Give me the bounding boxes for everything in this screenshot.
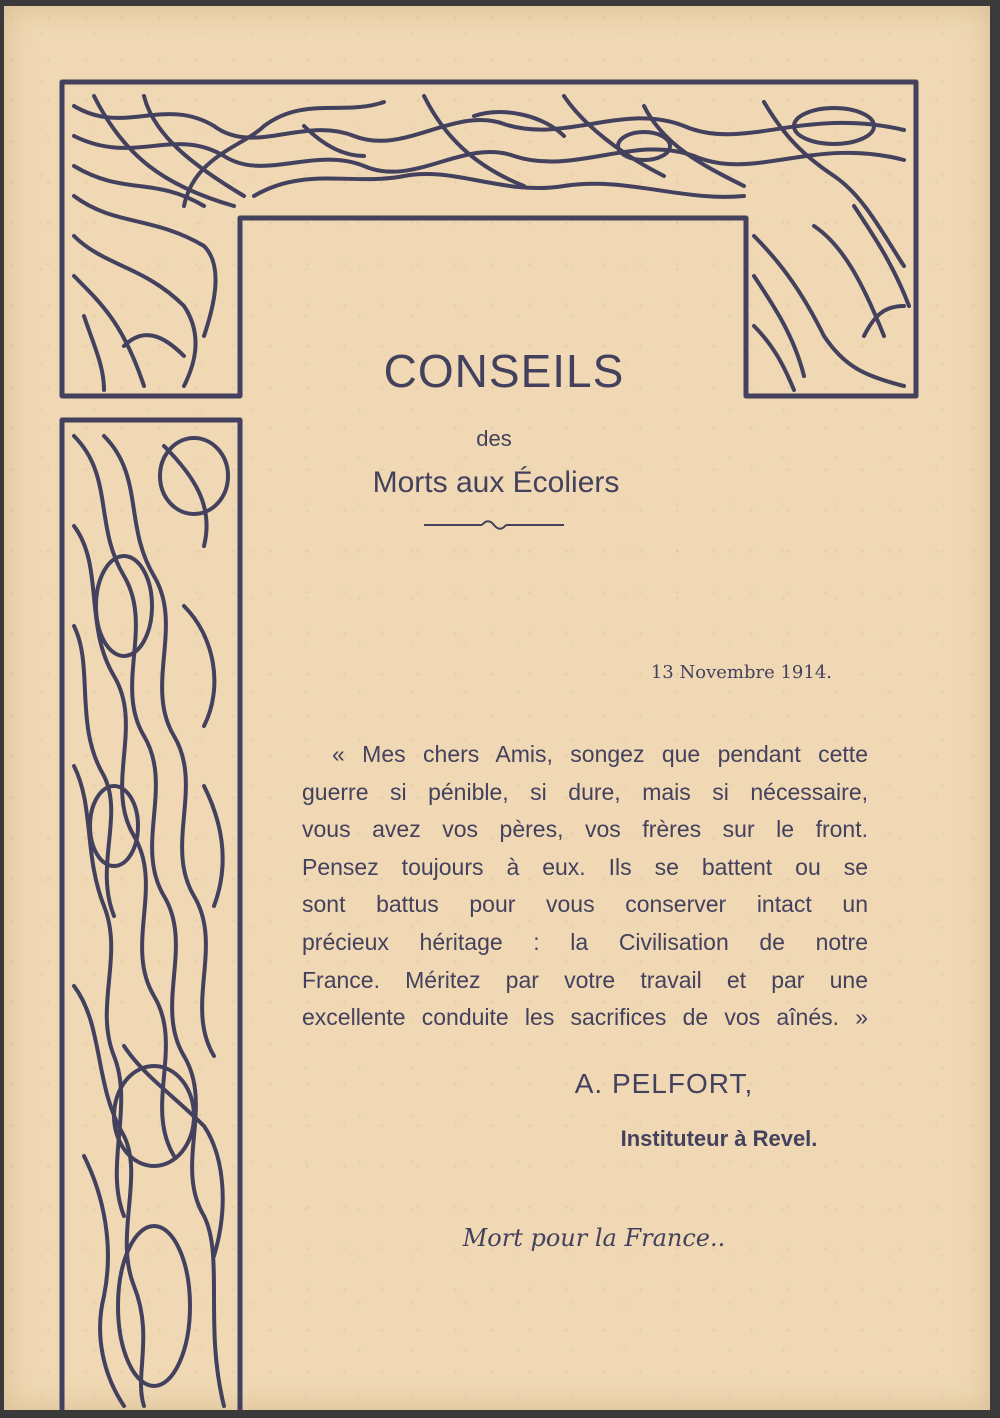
document-page bbox=[4, 6, 990, 1410]
body-line: vous avez vos pères, vos frères sur le front. bbox=[302, 816, 868, 843]
body-line: Pensez toujours à eux. Ils se battent ou se bbox=[302, 853, 868, 880]
letter-body bbox=[302, 736, 868, 1037]
body-line: guerre si pénible, si dure, mais si nécessaire, bbox=[302, 778, 868, 805]
letter-date: 13 Novembre 1914. bbox=[650, 662, 832, 683]
page-title: CONSEILS bbox=[383, 345, 625, 397]
body-line: « Mes chers Amis, songez que pendant cette bbox=[332, 741, 868, 767]
body-line: sont battus pour vous conserver intact un bbox=[302, 891, 868, 918]
page-subtitle: Morts aux Écoliers bbox=[372, 466, 620, 499]
body-line: précieux héritage : la Civilisation de notre bbox=[302, 928, 868, 955]
footer-note: Mort pour la France.. bbox=[462, 1224, 726, 1252]
woodcut-floral-border bbox=[4, 6, 990, 1410]
body-line: France. Méritez par votre travail et par une bbox=[302, 966, 868, 993]
author-signature: A. PELFORT, bbox=[574, 1068, 754, 1099]
ornamental-rule bbox=[424, 518, 564, 532]
body-line: excellente conduite les sacrifices de vos aînés. » bbox=[302, 1004, 868, 1031]
title-connector: des bbox=[476, 426, 512, 451]
author-role: Instituteur à Revel. bbox=[620, 1126, 818, 1151]
